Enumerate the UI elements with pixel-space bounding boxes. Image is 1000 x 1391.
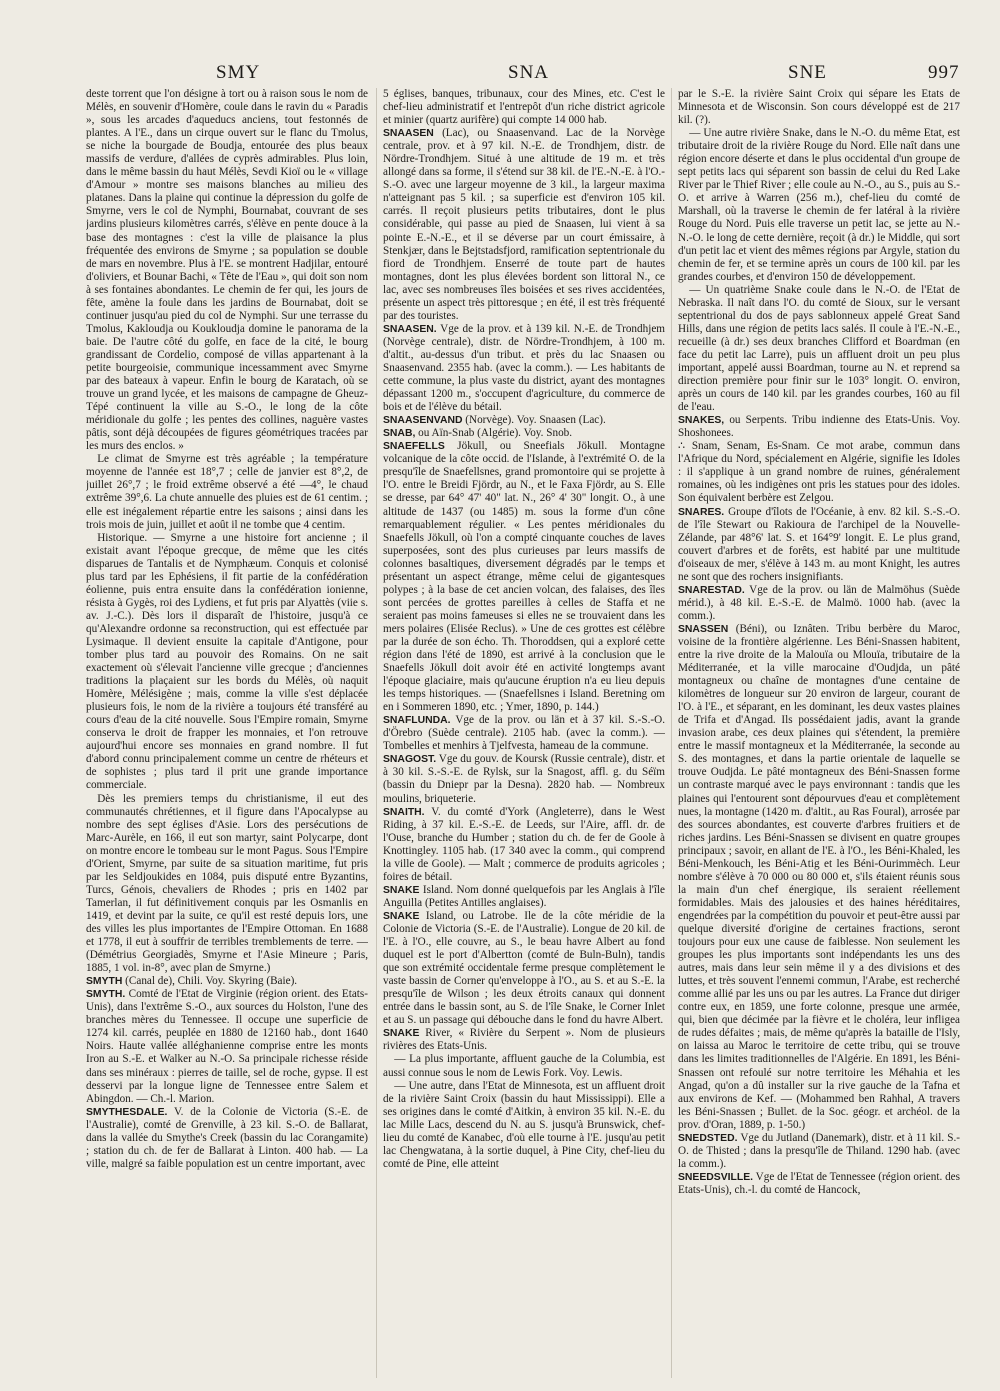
entry-headword: SMYTHESDALE.	[86, 1106, 168, 1118]
entry-headword: SNEDSTED.	[678, 1132, 738, 1144]
entry-headword: SNAASEN	[383, 128, 434, 140]
entry-body: ∴ Snam, Senam, Es-Snam. Ce mot arabe, commun dans l'Afrique du Nord, spécialement en Algérie, signifie les Idoles : il s'applique à un grand nombre de ruines, généralement romaines, où les indigènes ont pris les statues pour des idoles. Son équivalent berbère est Zelgou.	[678, 440, 960, 505]
entry-body: Island, ou Latrobe. Ile de la côte méridie de la Colonie de Victoria (S.-E. de l'Australie). Longue de 20 kil. de l'E. à l'O., elle couvre, au S., le beau havre Albert au fond duquel est le port d'Albertton (comté de Buln-Buln), tandis que son extrémité occidentale ferme presque complètement le vaste bassin de Corner qu'enveloppe à l'O., au S. et au S.-E. la presqu'île de Wilson ; les deux étroits canaux qui donnent entrée dans le bassin sont, au S. de l'île Snake, le Corner Inlet et au S. un passage qui débouche dans le fond du havre Albert.	[383, 909, 665, 1027]
entry-body: (Béni), ou Iznâten. Tribu berbère du Maroc, voisine de la frontière algérienne. Les Béni-Snassen habitent, entre la rive droite de la Malouïa ou Mlouïa, tributaire de la Méditerranée, et la ville marocaine d'Oudjda, un pâté montagneux ou chaîne de montagnes d'une centaine de kilomètres de longueur sur 20 environ de largeur, courant de l'O. à l'E., et séparant, en les dominant, les deux vastes plaines de Trifa et d'Angad. Ils possédaient jadis, avant la grande invasion arabe, ces deux plaines qui s'étendent, la première entre le massif montagneux et la Méditerranée, la seconde au S. des montagnes, et dans la partie orientale de laquelle se trouve Oudjda. Le pâté montagneux des Béni-Snassen forme un contraste marqué avec le pays environnant : tandis que les plaines qui l'entourent sont dépourvues d'eau et complètement nues, la montagne (1420 m. d'altit., au Ras Foural), arrosée par des sources abondantes, est couverte d'arbres fruitiers et de riches jardins. Les Béni-Snassen se divisent en quatre groupes principaux ; savoir, en allant de l'E. à l'O., les Béni-Khaled, les Béni-Menkouch, les Béni-Atig et les Béni-Ourimmèch. Leur nombre s'élève à 70 000 ou 80 000 et, s'ils étaient réunis sous la main d'un chef énergique, ils seraient réellement formidables. Mais des jalousies et des haines héréditaires, engendrées par la compétition du pouvoir et peut-être aussi par quelque diversité d'origine de certaines fractions, seront toujours pour eux une cause de faiblesse. Non seulement les groupes les plus importants sont indépendants les uns des autres, mais dans leur sein même il y a des divisions et des luttes, et très souvent l'ennemi commun, l'Arabe, est recherché comme allié par les uns ou par les autres. La France dut diriger contre eux, en 1859, une forte colonne, presque une armée, qui, bien que décimée par la fièvre et le choléra, leur infligea de rudes défaites ; mais, de même qu'après la bataille de l'Isly, on laissa au Maroc le territoire de cette tribu, qui se trouve dans les limites traditionnelles de l'Algérie. En 1891, les Béni-Snassen ont refoulé sur notre territoire les Méhahia et les Angad, qu'on a dû installer sur la rive gauche de la Tafna et aux environs de Kef. — (Mohammed ben Rahhal, A travers les Béni-Snassen ; Bullet. de la Soc. géogr. et archéol. de la prov. d'Oran, 1889, p. 1-50.)	[678, 622, 960, 1131]
dictionary-entry	[86, 988, 368, 1105]
dictionary-entry	[383, 753, 665, 805]
entry-headword: SNAEFELLS	[383, 441, 445, 453]
entry-headword: SNAGOST.	[383, 754, 437, 766]
continued-paragraph: deste torrent que l'on désigne à tort ou à raison sous le nom de Mélès, en souvenir d'Homère, coule dans le ravin du « Paradis », sous les arcades d'aqueducs anciens, tout festonnés de plantes. A l'E., dans un cirque ouvert sur le flanc du Tmolus, se niche la bourgade de Boudja, entourée des plus beaux massifs de verdure, d'allées de cyprès admirables. Plus loin, dans le même bassin du haut Mélès, Sevdi Kioï ou le « village d'Amour » montre ses maisons blanches au milieu des platanes. Dans la plaine qui continue la dépression du golfe de Smyrne, vers le col de Nymphi, Bournabat, couvrant de ses jardins plusieurs kilomètres carrés, s'élève en pente douce à la base des montagnes : c'est la ville de plaisance la plus fréquentée des environs de Smyrne ; sa population se double de mars en novembre. Plus à l'E. se montrent Hadjilar, entouré d'oliviers, et Bounar Bachi, « Tête de l'Eau », qui doit son nom à ses fontaines abondantes. Le chemin de fer qui, les jours de fête, amène la foule dans les jardins de Bournabat, doit se continuer jusqu'au pied du col de Nymphi. Sur une terrasse du Tmolus, Kakloudja ou Koukloudja domine le panorama de la baie. De l'autre côté du golfe, en face de la cité, le bourg grandissant de Cordelio, composé de villas appartenant à la petite bourgeoisie, communique incessamment avec Smyrne par des bateaux à vapeur. Enfin le bourg de Karatach, où se trouve un grand lycée, et les maisons de campagne de Gheuz-Tépé continuent la ville au S.-O., le long de la côte méridionale du golfe ; les pentes des collines, naguère vastes pâtis, sont déjà découpées de figures géométriques tracées par les murs des enclos. »	[86, 88, 368, 453]
dictionary-entry	[383, 1027, 665, 1053]
dictionary-entry	[678, 414, 960, 440]
header-center-guideword: SNA	[508, 62, 550, 83]
dictionary-entry	[86, 975, 368, 988]
entry-headword: SMYTH	[86, 976, 123, 988]
entry-body: River, « Rivière du Serpent ». Nom de plusieurs rivières des Etats-Unis.	[383, 1027, 665, 1053]
entry-body: Comté de l'Etat de Virginie (région orient. des Etats-Unis), dans l'extrême S.-O., aux sources du Holston, l'une des branches mères du Tennessee. Il occupe une superficie de 1274 kil. carrés, peuplée en 1880 de 12160 hab., dont 1640 Noirs. Haute vallée alléghanienne comprise entre les monts Iron au S.-E. et Walker au N.-O. Sa principale richesse réside dans ses minéraux : pierres de taille, sel de roche, gypse. Il est desservi par la longue ligne de Tennessee entre Salem et Abingdon. — Ch.-l. Marion.	[86, 988, 368, 1105]
entry-headword: SNAKE	[383, 884, 420, 896]
dictionary-entry	[383, 910, 665, 1027]
entry-body: V. du comté d'York (Angleterre), dans le West Riding, à 37 kil. E.-S.-E. de Leeds, sur l'Aire, affl. dr. de l'Ouse, branche du Humber ; station du ch. de fer de Goole à Knottingley. 1105 hab. (17 340 avec la comm., qui comprend la ville de Goole). — Malt ; commerce de produits agricoles ; foires de bétail.	[383, 805, 665, 883]
dictionary-entry	[383, 127, 665, 323]
dictionary-entry	[383, 884, 665, 910]
entry-headword: SNARESTAD.	[678, 584, 745, 596]
running-header	[0, 62, 1000, 86]
dictionary-entry	[383, 714, 665, 753]
dictionary-entry	[383, 806, 665, 884]
dictionary-entry	[383, 323, 665, 414]
dictionary-entry	[678, 1132, 960, 1171]
dictionary-entry	[383, 440, 665, 714]
text-column-3	[678, 88, 960, 1378]
entry-body: ou Serpents. Tribu indienne des Etats-Unis. Voy. Shoshonees.	[678, 414, 960, 440]
entry-headword: SNAKE	[383, 910, 420, 922]
entry-body: Vge de la prov. ou län de Malmöhus (Suède mérid.), à 48 kil. E.-S.-E. de Malmö. 1000 hab. (avec la comm.).	[678, 583, 960, 622]
entry-body: (Canal de), Chili. Voy. Skyring (Baie).	[122, 975, 298, 988]
entry-headword: SNARES.	[678, 506, 725, 518]
dictionary-entry	[86, 1106, 368, 1171]
entry-body: Vge de l'Etat de Tennessee (région orient. des Etats-Unis), ch.-l. du comté de Hancock,	[678, 1170, 960, 1196]
page-number: 997	[928, 62, 960, 83]
column-divider	[671, 88, 672, 1378]
entry-body: Vge du gouv. de Koursk (Russie centrale), distr. et à 30 kil. S.-S.-E. de Rylsk, sur la Snagost, affl. g. du Séïm (bassin du Dniepr par la Desna). 2820 hab. — Nombreux moulins, briqueterie.	[383, 753, 665, 805]
header-right-guideword: SNE	[788, 62, 827, 83]
paragraph: — Une autre rivière Snake, dans le N.-O. du même Etat, est tributaire droit de la rivière Rouge du Nord. Elle naît dans une région encore déserte et dans le plus occidental d'un groupe de sept petits lacs qui séparent son bassin de celui du Red Lake River par le Thief River ; elle coule au N.-O., au S., puis au S.-O. et arrive à Warren (256 m.), chef-lieu du comté de Marshall, où la traverse le chemin de fer latéral à la rivière Rouge du Nord. Puis elle traverse un petit lac, se jette au N.-N.-O. le long de cette dernière, reçoit (à dr.) le Middle, qui sort d'un petit lac et vient des mêmes régions par Argyle, station du chemin de fer, et se termine après un cours de 100 kil. par les grandes courbes, et d'environ 150 de développement.	[678, 127, 960, 283]
entry-headword: SNAB,	[383, 428, 416, 440]
paragraph: Historique. — Smyrne a une histoire fort ancienne ; il existait avant l'époque grecque, de même que les cités disparues de Tantalis et de Nymphæum. Conquis et colonisé plus tard par les Ephésiens, il fit partie de la confédération éolienne, puis entra ensuite dans la confédération ionienne, résista à Gygès, roi des Lydiens, et fut pris par Alyattès (viie s. av. J.-C.). Dès lors il disparaît de l'histoire, jusqu'à ce qu'Alexandre ordonne sa reconstruction, qui est effectuée par Lysimaque. Il devient ensuite la capitale d'Antigone, pour tomber plus tard au pouvoir des Romains. On ne sait exactement où s'élevait l'ancienne ville grecque ; d'anciennes traditions la plaçaient sur les bords du Mélès, où naquit Homère, Mélésigène ; mais, comme la ville s'est déplacée plusieurs fois, le nom de la rivière a toujours été transféré au cours d'eau de la cité nouvelle. Sous l'Empire romain, Smyrne conserva le droit de frapper les monnaies, et l'on retrouve aujourd'hui encore ses monnaies en grand nombre. Il fut d'abord connu principalement comme un centre de rhéteurs et de sophistes ; plus tard il prit une grande importance commerciale.	[86, 531, 368, 792]
continued-paragraph: par le S.-E. la rivière Saint Croix qui sépare les Etats de Minnesota et de Wisconsin. Son cours développé est de 217 kil. (?).	[678, 88, 960, 127]
entry-headword: SNAASENVAND	[383, 415, 463, 427]
continued-paragraph: 5 églises, banques, tribunaux, cour des Mines, etc. C'est le chef-lieu administratif et l'entrepôt d'un riche district agricole et minier (quartz aurifère) qui compte 14 000 hab.	[383, 88, 665, 127]
dictionary-entry	[678, 440, 960, 505]
entry-body: (Lac), ou Snaasenvand. Lac de la Norvège centrale, prov. et à 97 kil. N.-E. de Trondhjem, distr. de Nördre-Trondhjem. Situé à une altitude de 19 m. et très allongé dans sa forme, il s'étend sur 38 kil. de l'E.-N.-E. à l'O.-S.-O. avec une largeur moyenne de 3 kil., la largeur maxima n'atteignant pas 5 kil. ; sa superficie est d'environ 105 kil. carrés. Il reçoit plusieurs petits tributaires, dont le plus considérable, qui passe au pied de Snaasen, lui vient à sa pointe E.-N.-E., et il se déverse par un court émissaire, à Stenkjær, dans le Bejtstadsfjord, ramification septentrionale du fiord de Trondhjem. Enserré de toute part de hautes montagnes, dont les plus élevées bordent son littoral N., ce lac, avec ses nombreuses îles boisées et ses rives accidentées, présente un aspect très pittoresque ; en été, il est très fréquenté par des touristes.	[383, 127, 665, 322]
column-divider	[376, 88, 377, 1378]
dictionary-entry	[383, 427, 665, 440]
entry-body: (Norvège). Voy. Snaasen (Lac).	[462, 414, 606, 427]
paragraph: Le climat de Smyrne est très agréable ; la température moyenne de l'année est 18°,7 ; celle de janvier est 8°,2, de juillet 26°,7 ; le froid extrême observé a été —4°, le chaud extrême 39°,6. La chute annuelle des pluies est de 61 centim. ; elle est inégalement répartie entre les saisons ; ainsi dans les trois mois de juin, juillet et août il ne tombe que 4 centim.	[86, 453, 368, 531]
entry-headword: SNASSEN	[678, 623, 729, 635]
paragraph: — Un quatrième Snake coule dans le N.-O. de l'Etat de Nebraska. Il naît dans l'O. du comté de Sioux, sur le versant septentrional du dos de pays sablonneux appelé Great Sand Hills, dans une région de petits lacs salés. Il coule à l'E.-N.-E., recueille (à dr.) ses deux branches Clifford et Boardman (en face du petit lac Larre), puis un affluent droit un peu plus important, appelé aussi Boardman, tourne au N. et reprend sa direction première pour finir sur le 103° longit. O. environ, après un cours de 140 kil. par les grandes courbes, 160 au fil de l'eau.	[678, 283, 960, 414]
entry-body: Vge de la prov. et à 139 kil. N.-E. de Trondhjem (Norvège centrale), distr. de Nördre-Trondhjem, à 100 m. d'altit., au-dessus d'un tribut. et près du lac Snaasen ou Snaasenvand. 2355 hab. (avec la comm.). — Les habitants de cette commune, la plus vaste du district, ayant des montagnes dépassant 1200 m., s'occupent d'agriculture, du commerce de bois et de l'élève du bétail.	[383, 322, 665, 414]
entry-headword: SNAFLUNDA.	[383, 715, 451, 727]
entry-body: Groupe d'îlots de l'Océanie, à env. 82 kil. S.-S.-O. de l'île Stewart ou Rakioura de l'archipel de la Nouvelle-Zélande, par 48°6' lat. S. et 164°9' longit. E. Le plus grand, couvert d'arbres et de forêts, est habité par une multitude d'oiseaux de mer, s'élève à 143 m. au mont Knight, les autres ne sont que des rochers insignifiants.	[678, 505, 960, 583]
entry-body: V. de la Colonie de Victoria (S.-E. de l'Australie), comté de Grenville, à 23 kil. S.-O. de Ballarat, dans la vallée du Smythe's Creek (bassin du lac Corangamite) ; station du ch. de fer de Ballarat à Linton. 400 hab. — La ville, malgré sa faible population est un centre important, avec	[86, 1105, 368, 1170]
paragraph: Dès les premiers temps du christianisme, il eut des communautés chrétiennes, et il figure dans l'Apocalypse au nombre des sept églises d'Asie. Lors des persécutions de Marc-Aurèle, en 166, il eut son martyr, saint Polycarpe, dont on montre encore le tombeau sur le mont Pagus. Sous l'Empire d'Orient, Smyrne, par suite de sa situation maritime, fut pris par les Seldjoukides en 1084, puis disputé entre Byzantins, Turcs, Génois, chevaliers de Rhodes ; pris en 1402 par Tamerlan, il fut définitivement conquis par les Osmanlis en 1419, et devint par la suite, ce qu'il est resté depuis lors, une des villes les plus importantes de l'Empire Ottoman. En 1688 et 1778, il eut à souffrir de terribles tremblements de terre. — (Démétrius Georgiadès, Smyrne et l'Asie Mineure ; Paris, 1885, 1 vol. in-8°, avec plan de Smyrne.)	[86, 792, 368, 975]
dictionary-entry	[678, 584, 960, 623]
paragraph: — Une autre, dans l'Etat de Minnesota, est un affluent droit de la rivière Saint Croix (bassin du haut Mississippi). Elle a ses origines dans le comté d'Aitkin, à environ 35 kil. N.-E. du lac Mille Lacs, descend du N. au S. jusqu'à Brunswick, chef-lieu du comté de Kanabec, d'où elle tourne à l'E. jusqu'au petit lac Chengwatana, à la sortie duquel, à Pine City, chef-lieu du comté de Pine, elle atteint	[383, 1079, 665, 1170]
entry-headword: SMYTH.	[86, 989, 126, 1001]
paragraph: — La plus importante, affluent gauche de la Columbia, est aussi connue sous le nom de Lewis Fork. Voy. Lewis.	[383, 1053, 665, 1079]
text-column-2	[383, 88, 665, 1378]
entry-body: Vge de la prov. ou län et à 37 kil. S.-S.-O. d'Örebro (Suède centrale). 2105 hab. (avec la comm.). — Tombelles et menhirs à Tjelfvesta, hameau de la commune.	[383, 714, 665, 753]
entry-headword: SNAKES,	[678, 415, 725, 427]
entry-body: Island. Nom donné quelquefois par les Anglais à l'île Anguilla (Petites Antilles anglaises).	[383, 883, 665, 909]
dictionary-entry	[678, 1171, 960, 1197]
entry-headword: SNEEDSVILLE.	[678, 1171, 754, 1183]
dictionary-entry	[678, 506, 960, 584]
entry-headword: SNAITH.	[383, 806, 425, 818]
dictionary-entry	[383, 414, 665, 427]
text-column-1	[86, 88, 368, 1378]
entry-body: Jökull, ou Sneefials Jökull. Montagne volcanique de la côte occid. de l'Islande, à l'extrémité O. de la presqu'île de Snaefellsnes, grand promontoire qui se projette à l'O. entre le Breidi Fjördr, au N., et le Faxa Fjördr, au S. Elle se dresse, par 64° 47' 40" lat. N., 26° 4' 30" longit. O., à une altitude de 1437 (ou 1485) m. sous la forme d'un cône remarquablement régulier. « Les pentes méridionales du Snaefells Jökull, où l'on a compté cinquante couches de laves superposées, sont des plus curieuses par leurs massifs de colonnes basaltiques, diversement dégradés par le temps et présentant un aspect étrange, même celui de gigantesques polypes ; à la base de cet ancien volcan, des falaises, des îles sont percées de grottes pareilles à celles de Staffa et ne seraient pas moins fameuses si elles ne se trouvaient dans les mers polaires (Elisée Reclus). » Une de ces grottes est célèbre par la durée de son écho. Th. Thoroddsen, qui a exploré cette région dans l'été de 1890, est arrivé à la conclusion que le Snaefells Jökull doit avoir été en activité longtemps avant l'époque glaciaire, mais qu'aucune éruption n'a eu lieu depuis les temps historiques. — (Snaefellsnes i Island. Beretning om en i Sommeren 1890, etc. ; Ymer, 1890, p. 144.)	[383, 440, 665, 714]
entry-headword: SNAASEN.	[383, 323, 437, 335]
dictionary-entry	[678, 623, 960, 1132]
entry-body: ou Aïn-Snab (Algérie). Voy. Snob.	[415, 427, 573, 440]
entry-body: Vge du Jutland (Danemark), distr. et à 11 kil. S.-O. de Thisted ; dans la presqu'île de Thiland. 1290 hab. (avec la comm.).	[678, 1131, 960, 1170]
entry-headword: SNAKE	[383, 1028, 420, 1040]
header-left-guideword: SMY	[216, 62, 261, 83]
